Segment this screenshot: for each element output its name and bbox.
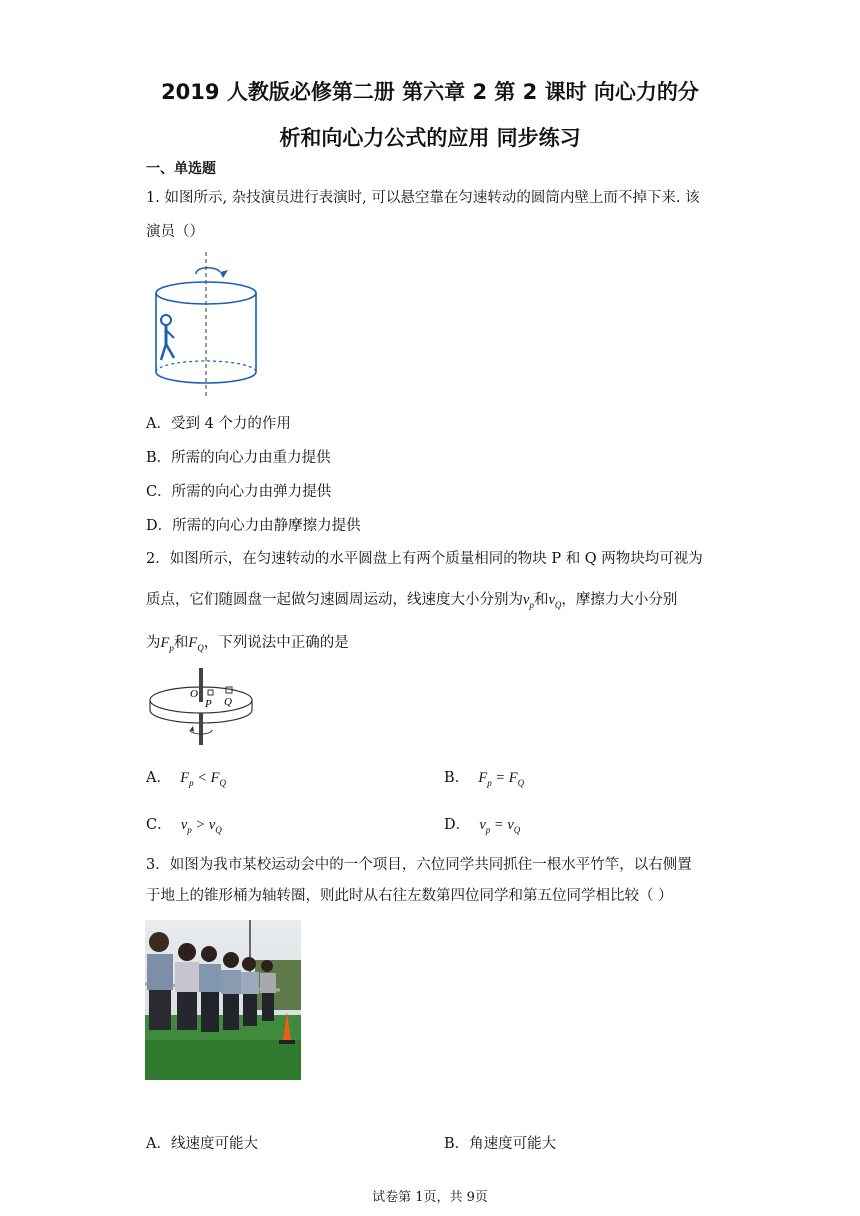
- q3-text-line-1: 3．如图为我市某校运动会中的一个项目，六位同学共同抓住一根水平竹竿，以右侧置: [146, 857, 692, 873]
- q3-option-a: A．线速度可能大: [146, 1136, 258, 1152]
- section-title: 一、单选题: [146, 161, 216, 177]
- q2-option-a: A． $F_p < F_Q$: [146, 770, 226, 788]
- q1-text-line-2: 演员（）: [146, 224, 204, 240]
- q2-fig-label-q: Q: [224, 696, 232, 708]
- q2-text-line-2: 质点，它们随圆盘一起做匀速圆周运动，线速度大小分别为$v_p$和$v_Q$，摩擦力大小分别: [146, 592, 678, 610]
- q2-option-b: B． $F_p = F_Q$: [444, 770, 525, 788]
- q1-option-c: C．所需的向心力由弹力提供: [146, 484, 332, 500]
- title-line-1: 2019 人教版必修第二册 第六章 2 第 2 课时 向心力的分: [161, 80, 699, 104]
- title-line-2: 析和向心力公式的应用 同步练习: [279, 126, 581, 150]
- q2-fig-label-o: O: [190, 688, 198, 700]
- q2-option-d: D． $v_p = v_Q$: [444, 817, 521, 835]
- q2-fig-label-p: P: [205, 698, 212, 710]
- q2-turntable-figure: [146, 664, 256, 748]
- q2-text-line-3: 为$F_p$和$F_Q$，下列说法中正确的是: [146, 635, 349, 653]
- q1-text-line-1: 1. 如图所示, 杂技演员进行表演时, 可以悬空靠在匀速转动的圆筒内壁上而不掉下来. 该: [146, 190, 700, 206]
- q1-option-d: D．所需的向心力由静摩擦力提供: [146, 518, 361, 534]
- q2-text-line-1: 2．如图所示，在匀速转动的水平圆盘上有两个质量相同的物块 P 和 Q 两物块均可视为: [146, 551, 703, 567]
- page-footer: 试卷第 1页，共 9页: [372, 1190, 488, 1205]
- q1-option-a: A．受到 4 个力的作用: [146, 416, 291, 432]
- q3-text-line-2: 于地上的锥形桶为轴转圈，则此时从右往左数第四位同学和第五位同学相比较（ ）: [146, 888, 673, 904]
- q3-option-b: B．角速度可能大: [444, 1136, 557, 1152]
- q2-option-c: C． $v_p > v_Q$: [146, 817, 222, 835]
- q1-option-b: B．所需的向心力由重力提供: [146, 450, 331, 466]
- q1-cylinder-figure: [146, 250, 266, 398]
- q3-students-photo: [145, 920, 301, 1080]
